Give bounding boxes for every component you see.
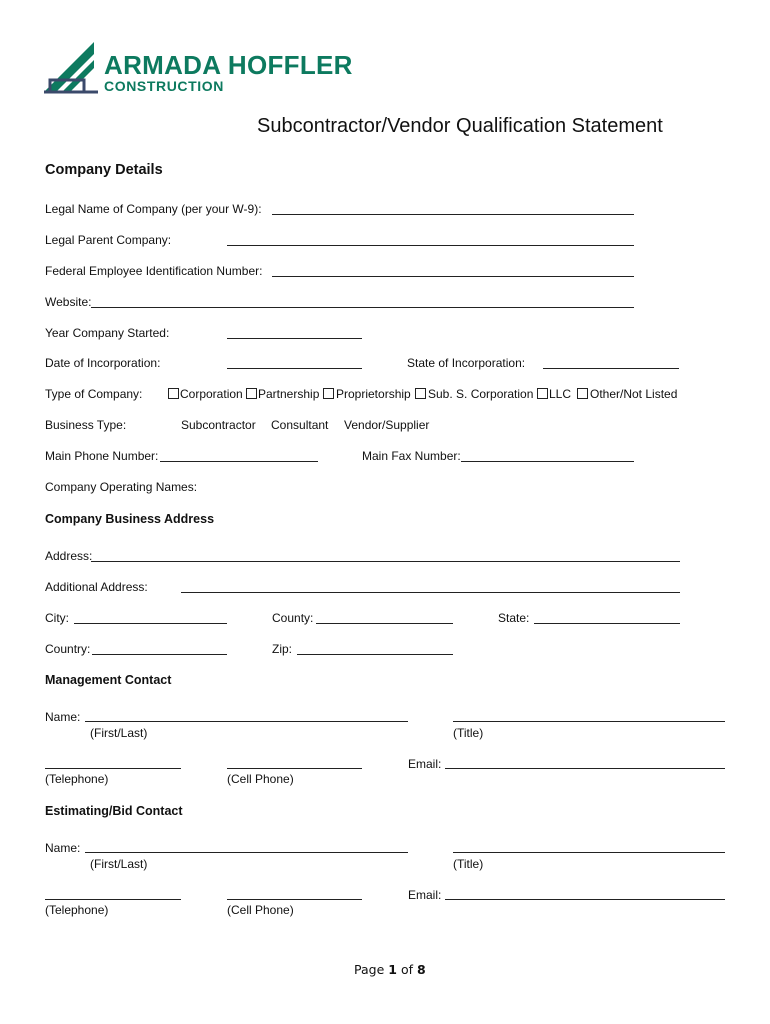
est-telephone-field[interactable] — [45, 899, 181, 900]
country-field[interactable] — [92, 654, 227, 655]
section-heading-business-address: Company Business Address — [45, 512, 215, 526]
est-cell-field[interactable] — [227, 899, 362, 900]
website-field[interactable] — [91, 307, 634, 308]
est-cell-caption: (Cell Phone) — [227, 903, 294, 917]
main-fax-field[interactable] — [461, 461, 634, 462]
mgmt-title-caption: (Title) — [453, 726, 484, 740]
mgmt-cell-caption: (Cell Phone) — [227, 772, 294, 786]
country-label: Country: — [45, 642, 91, 656]
zip-label: Zip: — [272, 642, 293, 656]
checkbox-other[interactable] — [577, 388, 588, 399]
additional-address-field[interactable] — [181, 592, 680, 593]
county-field[interactable] — [316, 623, 453, 624]
website-label: Website: — [45, 295, 92, 309]
additional-address-label: Additional Address: — [45, 580, 148, 594]
option-subcontractor[interactable]: Subcontractor — [181, 418, 256, 432]
option-consultant[interactable]: Consultant — [271, 418, 329, 432]
legal-parent-label: Legal Parent Company: — [45, 233, 172, 247]
logo-subtitle: CONSTRUCTION — [104, 78, 224, 94]
state-incorporation-label: State of Incorporation: — [407, 356, 526, 370]
mgmt-telephone-caption: (Telephone) — [45, 772, 109, 786]
est-telephone-caption: (Telephone) — [45, 903, 109, 917]
option-partnership: Partnership — [258, 387, 320, 401]
mgmt-cell-field[interactable] — [227, 768, 362, 769]
state-field[interactable] — [534, 623, 680, 624]
mgmt-name-field[interactable] — [85, 721, 408, 722]
address-label: Address: — [45, 549, 93, 563]
logo-name: ARMADA HOFFLER — [104, 50, 353, 80]
year-started-field[interactable] — [227, 338, 362, 339]
legal-parent-field[interactable] — [227, 245, 634, 246]
section-heading-management-contact: Management Contact — [45, 673, 172, 687]
business-type-label: Business Type: — [45, 418, 127, 432]
mgmt-telephone-field[interactable] — [45, 768, 181, 769]
logo-mark-icon — [42, 40, 98, 94]
main-phone-label: Main Phone Number: — [45, 449, 159, 463]
est-name-field[interactable] — [85, 852, 408, 853]
option-sub-s-corporation: Sub. S. Corporation — [428, 387, 534, 401]
city-label: City: — [45, 611, 69, 625]
section-heading-estimating-contact: Estimating/Bid Contact — [45, 804, 183, 818]
mgmt-name-label: Name: — [45, 710, 81, 724]
state-incorporation-field[interactable] — [543, 368, 679, 369]
est-title-caption: (Title) — [453, 857, 484, 871]
date-incorporation-field[interactable] — [227, 368, 362, 369]
option-vendor-supplier[interactable]: Vendor/Supplier — [344, 418, 430, 432]
footer-of-word: of — [400, 962, 413, 977]
checkbox-proprietorship[interactable] — [323, 388, 334, 399]
est-name-label: Name: — [45, 841, 81, 855]
section-heading-company-details: Company Details — [45, 162, 163, 178]
main-phone-field[interactable] — [160, 461, 318, 462]
city-field[interactable] — [74, 623, 227, 624]
address-field[interactable] — [91, 561, 680, 562]
option-corporation: Corporation — [180, 387, 243, 401]
operating-names-label: Company Operating Names: — [45, 480, 198, 494]
mgmt-first-last-caption: (First/Last) — [90, 726, 148, 740]
est-email-label: Email: — [408, 888, 442, 902]
zip-field[interactable] — [297, 654, 453, 655]
county-label: County: — [272, 611, 314, 625]
footer-current-page: 1 — [388, 962, 397, 977]
fein-label: Federal Employee Identification Number: — [45, 264, 263, 278]
option-other: Other/Not Listed — [590, 387, 678, 401]
est-title-field[interactable] — [453, 852, 725, 853]
est-first-last-caption: (First/Last) — [90, 857, 148, 871]
state-label: State: — [498, 611, 530, 625]
page-footer — [354, 962, 426, 977]
year-started-label: Year Company Started: — [45, 326, 170, 340]
checkbox-corporation[interactable] — [168, 388, 179, 399]
est-email-field[interactable] — [445, 899, 725, 900]
mgmt-title-field[interactable] — [453, 721, 725, 722]
option-llc: LLC — [549, 387, 572, 401]
legal-name-field[interactable] — [272, 214, 634, 215]
mgmt-email-field[interactable] — [445, 768, 725, 769]
legal-name-label: Legal Name of Company (per your W-9): — [45, 202, 262, 216]
checkbox-partnership[interactable] — [246, 388, 257, 399]
type-of-company-label: Type of Company: — [45, 387, 143, 401]
main-fax-label: Main Fax Number: — [362, 449, 461, 463]
footer-page-word: Page — [354, 962, 385, 977]
document-title: Subcontractor/Vendor Qualification Statement — [257, 115, 663, 137]
checkbox-llc[interactable] — [537, 388, 548, 399]
footer-total-pages: 8 — [416, 962, 426, 977]
checkbox-sub-s-corporation[interactable] — [415, 388, 426, 399]
fein-field[interactable] — [272, 276, 634, 277]
option-proprietorship: Proprietorship — [336, 387, 411, 401]
date-incorporation-label: Date of Incorporation: — [45, 356, 161, 370]
mgmt-email-label: Email: — [408, 757, 442, 771]
